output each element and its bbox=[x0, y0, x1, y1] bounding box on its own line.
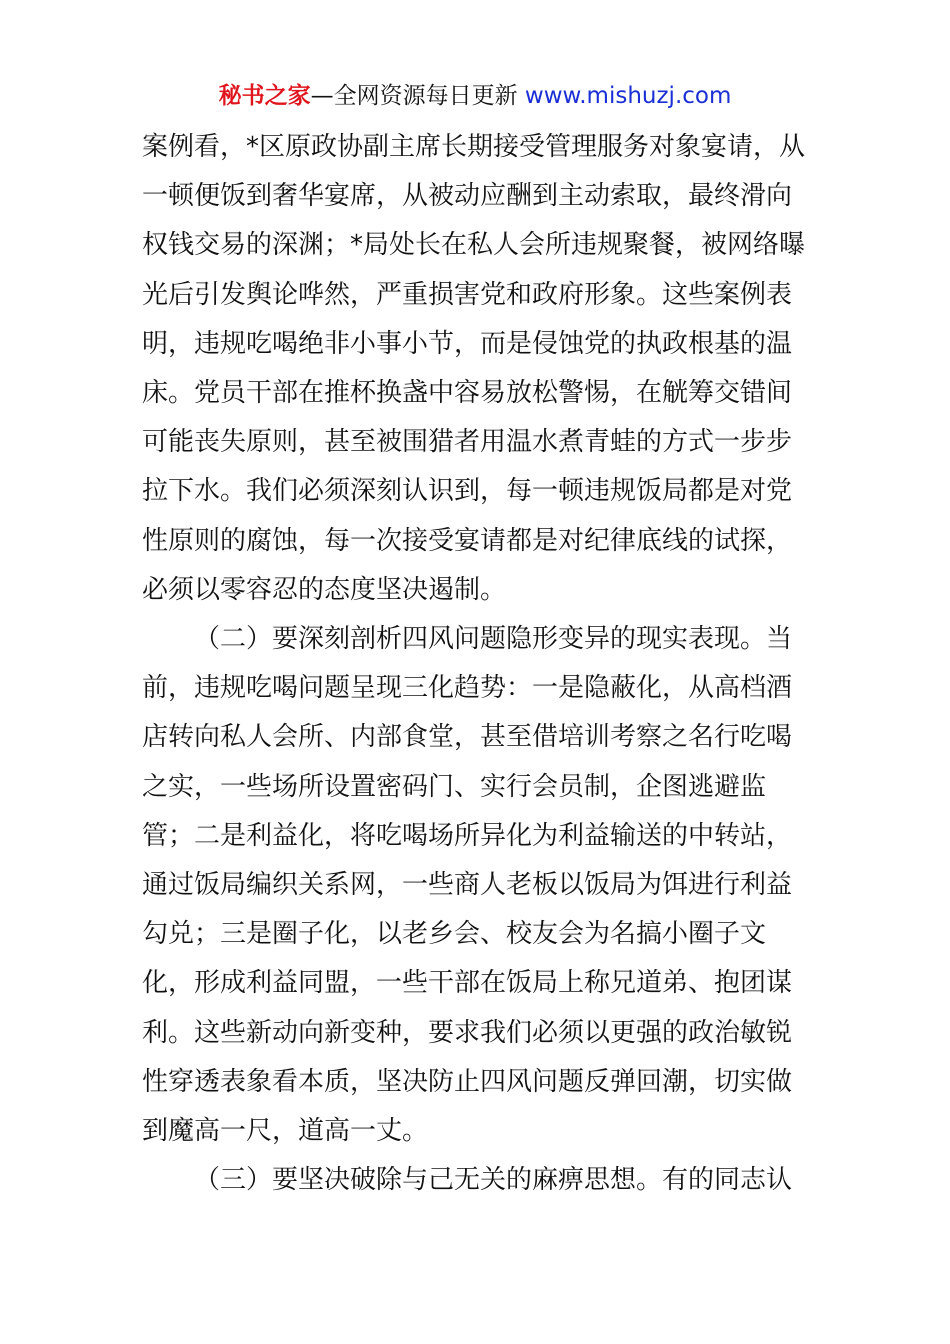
text-line: 到魔高一尺，道高一丈。 bbox=[142, 1116, 429, 1147]
text-line: 化，形成利益同盟，一些干部在饭局上称兄道弟、抱团谋 bbox=[142, 968, 793, 999]
website-link[interactable]: www.mishuzj.com bbox=[524, 83, 732, 109]
text-line: 案例看，*区原政协副主席长期接受管理服务对象宴请，从 bbox=[142, 132, 806, 162]
document-body bbox=[142, 123, 822, 1205]
text-line: 一顿便饭到奢华宴席，从被动应酬到主动索取，最终滑向 bbox=[142, 181, 793, 212]
text-line: 利。这些新动向新变种，要求我们必须以更强的政治敏锐 bbox=[142, 1017, 793, 1048]
brand-name: 秘书之家 bbox=[218, 83, 311, 109]
text-line: 可能丧失原则，甚至被围猎者用温水煮青蛙的方式一步步 bbox=[142, 427, 793, 458]
section-heading-line: （三）要坚决破除与己无关的麻痹思想。有的同志认 bbox=[194, 1165, 793, 1196]
text-line: 前，违规吃喝问题呈现三化趋势：一是隐蔽化，从高档酒 bbox=[142, 673, 793, 704]
text-line: 光后引发舆论哗然，严重损害党和政府形象。这些案例表 bbox=[142, 279, 793, 310]
header-tagline: —全网资源每日更新 bbox=[310, 83, 518, 109]
page-header bbox=[0, 80, 950, 112]
text-line: 通过饭局编织关系网，一些商人老板以饭局为饵进行利益 bbox=[142, 870, 793, 901]
text-line: 管；二是利益化，将吃喝场所异化为利益输送的中转站， bbox=[142, 820, 793, 851]
text-line: 明，违规吃喝绝非小事小节，而是侵蚀党的执政根基的温 bbox=[142, 328, 793, 359]
text-line: 必须以零容忍的态度坚决遏制。 bbox=[142, 574, 507, 605]
text-line: 之实，一些场所设置密码门、实行会员制，企图逃避监 bbox=[142, 771, 767, 802]
text-line: 拉下水。我们必须深刻认识到，每一顿违规饭局都是对党 bbox=[142, 476, 793, 507]
text-line: 床。党员干部在推杯换盏中容易放松警惕，在觥筹交错间 bbox=[142, 378, 793, 409]
text-line: 勾兑；三是圈子化，以老乡会、校友会为名搞小圈子文 bbox=[142, 919, 767, 950]
text-line: 性穿透表象看本质，坚决防止四风问题反弹回潮，切实做 bbox=[142, 1066, 793, 1097]
text-line: 性原则的腐蚀，每一次接受宴请都是对纪律底线的试探， bbox=[142, 525, 793, 556]
text-line: 权钱交易的深渊；*局处长在私人会所违规聚餐，被网络曝 bbox=[142, 230, 806, 261]
section-heading-line: （二）要深刻剖析四风问题隐形变异的现实表现。当 bbox=[194, 624, 793, 655]
text-line: 店转向私人会所、内部食堂，甚至借培训考察之名行吃喝 bbox=[142, 722, 793, 753]
